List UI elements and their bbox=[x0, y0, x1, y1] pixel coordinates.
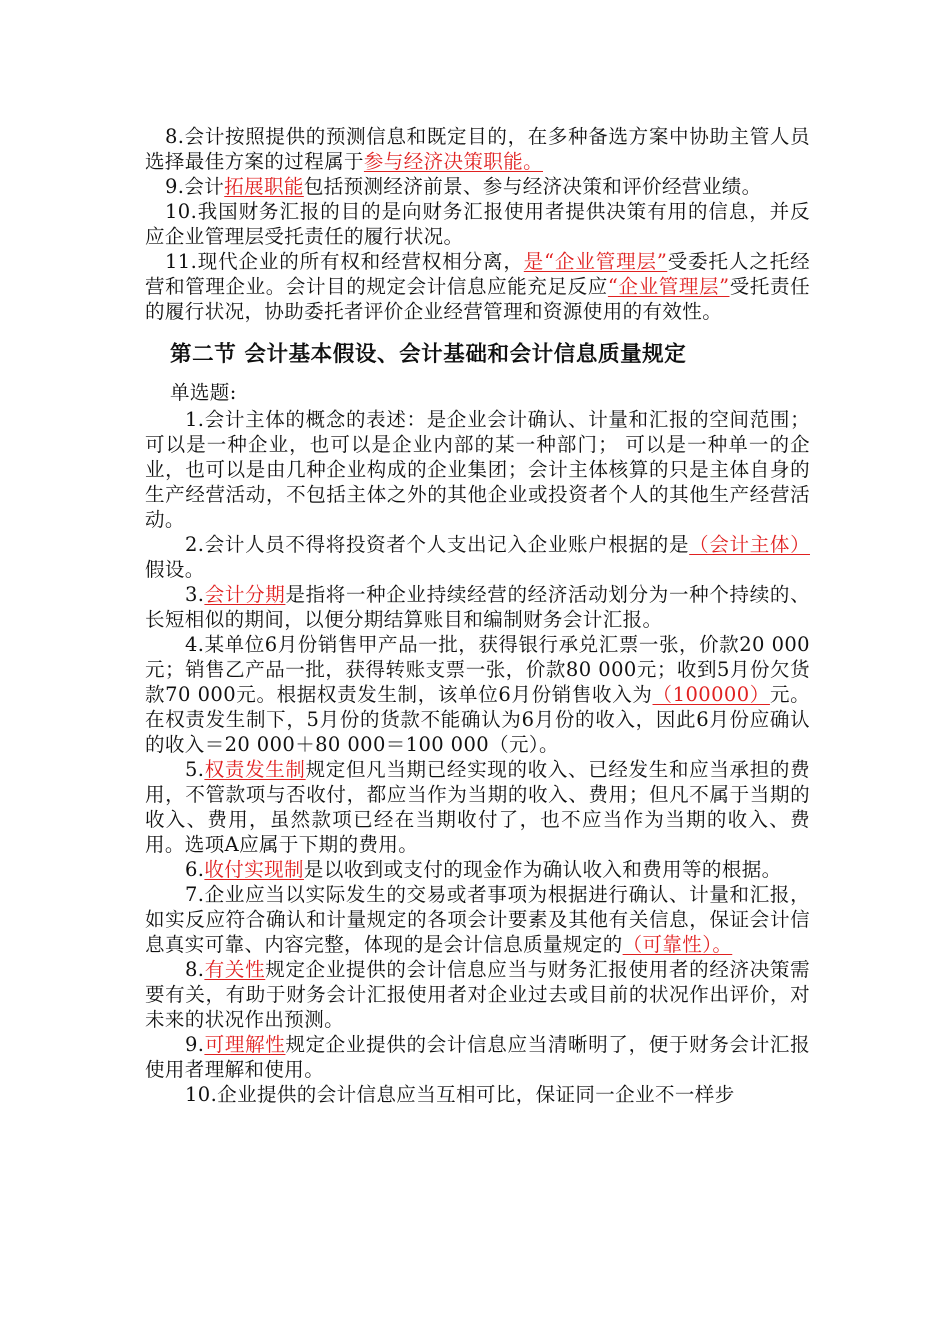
paragraph-s2-6: 6.收付实现制是以收到或支付的现金作为确认收入和费用等的根据。 bbox=[185, 858, 782, 881]
answer-highlight: “企业管理层” bbox=[607, 275, 730, 298]
answer-highlight: （会计主体） bbox=[689, 533, 810, 556]
answer-highlight: 参与经济决策职能。 bbox=[363, 150, 544, 173]
section-1 bbox=[145, 124, 810, 324]
paragraph-s2-9: 9.可理解性规定企业提供的会计信息应当清晰明了，便于财务会计汇报使用者理解和使用。 bbox=[145, 1033, 810, 1081]
paragraph-s1-11: 11.现代企业的所有权和经营权相分离，是“企业管理层”受委托人之托经营和管理企业。会计目的规定会计信息应能充足反应“企业管理层”受托责任的履行状况，协助委托者评价企业经营管理和资源使用的有效性。 bbox=[145, 250, 810, 323]
answer-highlight: 权责发生制 bbox=[204, 758, 306, 781]
paragraph-s2-4: 4.某单位6月份销售甲产品一批，获得银行承兑汇票一张，价款20 000元；销售乙产品一批，获得转账支票一张，价款80 000元；收到5月份欠货款70 000元。根据权责发生制，该单位6月份销售收入为（100000）元。在权责发生制下，5月份的货款不能确认为6月份的收入，因此6月份应确认的收入＝20 000＋80 000＝100 000（元）。 bbox=[145, 633, 810, 756]
answer-highlight: 会计分期 bbox=[204, 583, 286, 606]
paragraph-s2-2: 2.会计人员不得将投资者个人支出记入企业账户根据的是（会计主体）假设。 bbox=[145, 533, 810, 581]
paragraph-s1-10: 10.我国财务汇报的目的是向财务汇报使用者提供决策有用的信息，并反应企业管理层受托责任的履行状况。 bbox=[145, 200, 810, 248]
paragraph-s2-1: 1.会计主体的概念的表述：是企业会计确认、计量和汇报的空间范围；可以是一种企业，也可以是企业内部的某一种部门； 可以是一种单一的企业，也可以是由几种企业构成的企业集团；会计主体核算的只是主体自身的生产经营活动，不包括主体之外的其他企业或投资者个人的其他生产经营活动。 bbox=[145, 408, 810, 531]
subheading: 单选题: bbox=[170, 381, 237, 404]
paragraph-s2-7: 7.企业应当以实际发生的交易或者事项为根据进行确认、计量和汇报，如实反应符合确认和计量规定的各项会计要素及其他有关信息，保证会计信息真实可靠、内容完整，体现的是会计信息质量规定的（可靠性）。 bbox=[145, 883, 810, 956]
section-heading: 第二节 会计基本假设、会计基础和会计信息质量规定 bbox=[170, 342, 687, 367]
paragraph-s2-3: 3.会计分期是指将一种企业持续经营的经济活动划分为一种个持续的、长短相似的期间，以便分期结算账目和编制财务会计汇报。 bbox=[145, 583, 810, 631]
document-page bbox=[145, 124, 810, 1107]
paragraph-s1-9: 9.会计拓展职能包括预测经济前景、参与经济决策和评价经营业绩。 bbox=[165, 175, 762, 198]
answer-highlight: （100000） bbox=[652, 683, 770, 706]
section-2 bbox=[145, 407, 810, 1107]
answer-highlight: 拓展职能 bbox=[224, 175, 304, 198]
paragraph-s2-5: 5.权责发生制规定但凡当期已经实现的收入、已经发生和应当承担的费用，不管款项与否收付，都应当作为当期的收入、费用；但凡不属于当期的收入、费用，虽然款项已经在当期收付了，也不应当作为当期的收入、费用。选项A应属于下期的费用。 bbox=[145, 758, 810, 856]
answer-highlight: 有关性 bbox=[204, 958, 266, 981]
answer-highlight: 收付实现制 bbox=[204, 858, 304, 881]
answer-highlight: 可理解性 bbox=[204, 1033, 286, 1056]
paragraph-s2-8: 8.有关性规定企业提供的会计信息应当与财务汇报使用者的经济决策需要有关，有助于财务会计汇报使用者对企业过去或目前的状况作出评价，对未来的状况作出预测。 bbox=[145, 958, 811, 1031]
paragraph-s2-10: 10.企业提供的会计信息应当互相可比，保证同一企业不一样步 bbox=[185, 1083, 735, 1106]
answer-highlight: 是“企业管理层” bbox=[523, 250, 668, 273]
paragraph-s1-8: 8.会计按照提供的预测信息和既定目的，在多种备选方案中协助主管人员选择最佳方案的过程属于参与经济决策职能。 bbox=[145, 125, 810, 173]
answer-highlight: （可靠性）。 bbox=[622, 933, 733, 956]
